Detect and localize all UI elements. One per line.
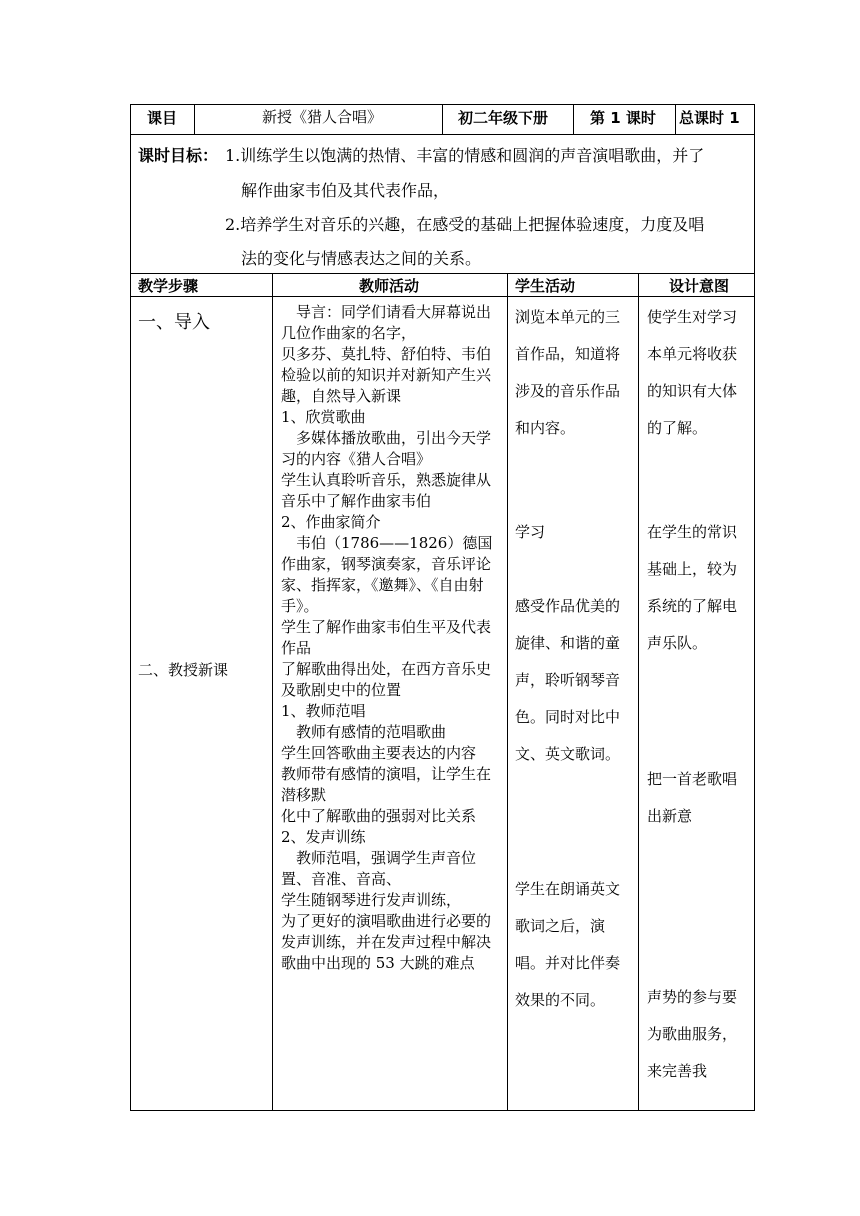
column-divider: [638, 273, 639, 1111]
column-header-design: 设计意图: [669, 277, 730, 295]
teacher-line: 检验以前的知识并对新知产生兴趣，自然导入新课: [281, 366, 492, 405]
total-hours: 总课时 1: [679, 109, 740, 127]
objectives-label: 课时目标：: [138, 146, 219, 165]
design-intent-1: 使学生对学习本单元将收获的知识有大体的了解。: [647, 308, 738, 437]
teacher-line: 2、发声训练: [281, 828, 366, 846]
objective-1-line1: 1.训练学生以饱满的热情、丰富的情感和圆润的声音演唱歌曲，并了: [225, 146, 705, 165]
step-teach: 二、教授新课: [138, 661, 229, 679]
objective-2-line1: 2.培养学生对音乐的兴趣，在感受的基础上把握体验速度，力度及唱: [225, 215, 705, 234]
student-activity-4: 学生在朗诵英文歌词之后，演唱。并对比伴奏效果的不同。: [515, 880, 621, 1009]
header-divider: [194, 104, 195, 135]
column-header-steps: 教学步骤: [138, 277, 199, 295]
teacher-line: 为了更好的演唱歌曲进行必要的发声训练，并在发声过程中解决歌曲中出现的 53 大跳的难点: [281, 912, 492, 972]
student-activity-3: 感受作品优美的旋律、和谐的童声，聆听钢琴音色。同时对比中文、英文歌词。: [515, 597, 621, 763]
teacher-line: 学生了解作曲家韦伯生平及代表作品: [281, 618, 492, 657]
step-intro: 一、导入: [138, 312, 210, 333]
subject-label: 课目: [147, 109, 178, 127]
column-divider: [507, 273, 508, 1111]
teacher-line: 学生随钢琴进行发声训练，: [281, 891, 462, 909]
header-divider: [573, 104, 574, 135]
design-intent-3: 把一首老歌唱出新意: [647, 770, 738, 825]
teacher-line: 学生认真聆听音乐，熟悉旋律从音乐中了解作曲家韦伯: [281, 471, 492, 510]
teacher-line: 2、作曲家简介: [281, 513, 381, 531]
teacher-line: 教师范唱，强调学生声音位置、音准、音高、: [281, 849, 477, 888]
student-activity-2: 学习: [515, 523, 546, 541]
teacher-line: 贝多芬、莫扎特、舒伯特、韦伯: [281, 345, 492, 363]
column-header-student: 学生活动: [515, 277, 576, 295]
objective-1-line2: 解作曲家韦伯及其代表作品，: [241, 181, 450, 200]
header-divider: [442, 104, 443, 135]
column-divider: [272, 273, 273, 1111]
teacher-line: 1、教师范唱: [281, 702, 366, 720]
design-intent-4: 声势的参与要为歌曲服务，来完善我: [647, 988, 738, 1080]
teacher-line: 化中了解歌曲的强弱对比关系: [281, 807, 477, 825]
lesson-number: 第 1 课时: [590, 109, 656, 127]
header-divider: [675, 104, 676, 135]
grade-label: 初二年级下册: [458, 109, 549, 127]
student-activity-1: 浏览本单元的三首作品，知道将涉及的音乐作品和内容。: [515, 308, 621, 437]
teacher-activity: [281, 302, 502, 974]
teacher-line: 多媒体播放歌曲，引出今天学习的内容《猎人合唱》: [281, 429, 492, 468]
teacher-line: 导言：同学们请看大屏幕说出几位作曲家的名字，: [281, 303, 492, 342]
objective-2-line2: 法的变化与情感表达之间的关系。: [241, 249, 482, 268]
teacher-line: 1、欣赏歌曲: [281, 408, 366, 426]
teacher-line: 学生回答歌曲主要表达的内容: [281, 744, 477, 762]
column-header-divider: [130, 296, 755, 297]
teacher-line: 教师有感情的范唱歌曲: [296, 723, 447, 741]
teacher-line: 教师带有感情的演唱，让学生在潜移默: [281, 765, 492, 804]
teacher-line: 韦伯（1786——1826）德国作曲家，钢琴演奏家，音乐评论家、指挥家，《邀舞》、《自由射手》。: [281, 534, 493, 615]
column-header-teacher: 教师活动: [359, 277, 420, 295]
teacher-line: 了解歌曲得出处，在西方音乐史及歌剧史中的位置: [281, 660, 492, 699]
lesson-title: 新授《猎人合唱》: [262, 108, 383, 126]
design-intent-2: 在学生的常识基础上，较为系统的了解电声乐队。: [647, 523, 738, 652]
